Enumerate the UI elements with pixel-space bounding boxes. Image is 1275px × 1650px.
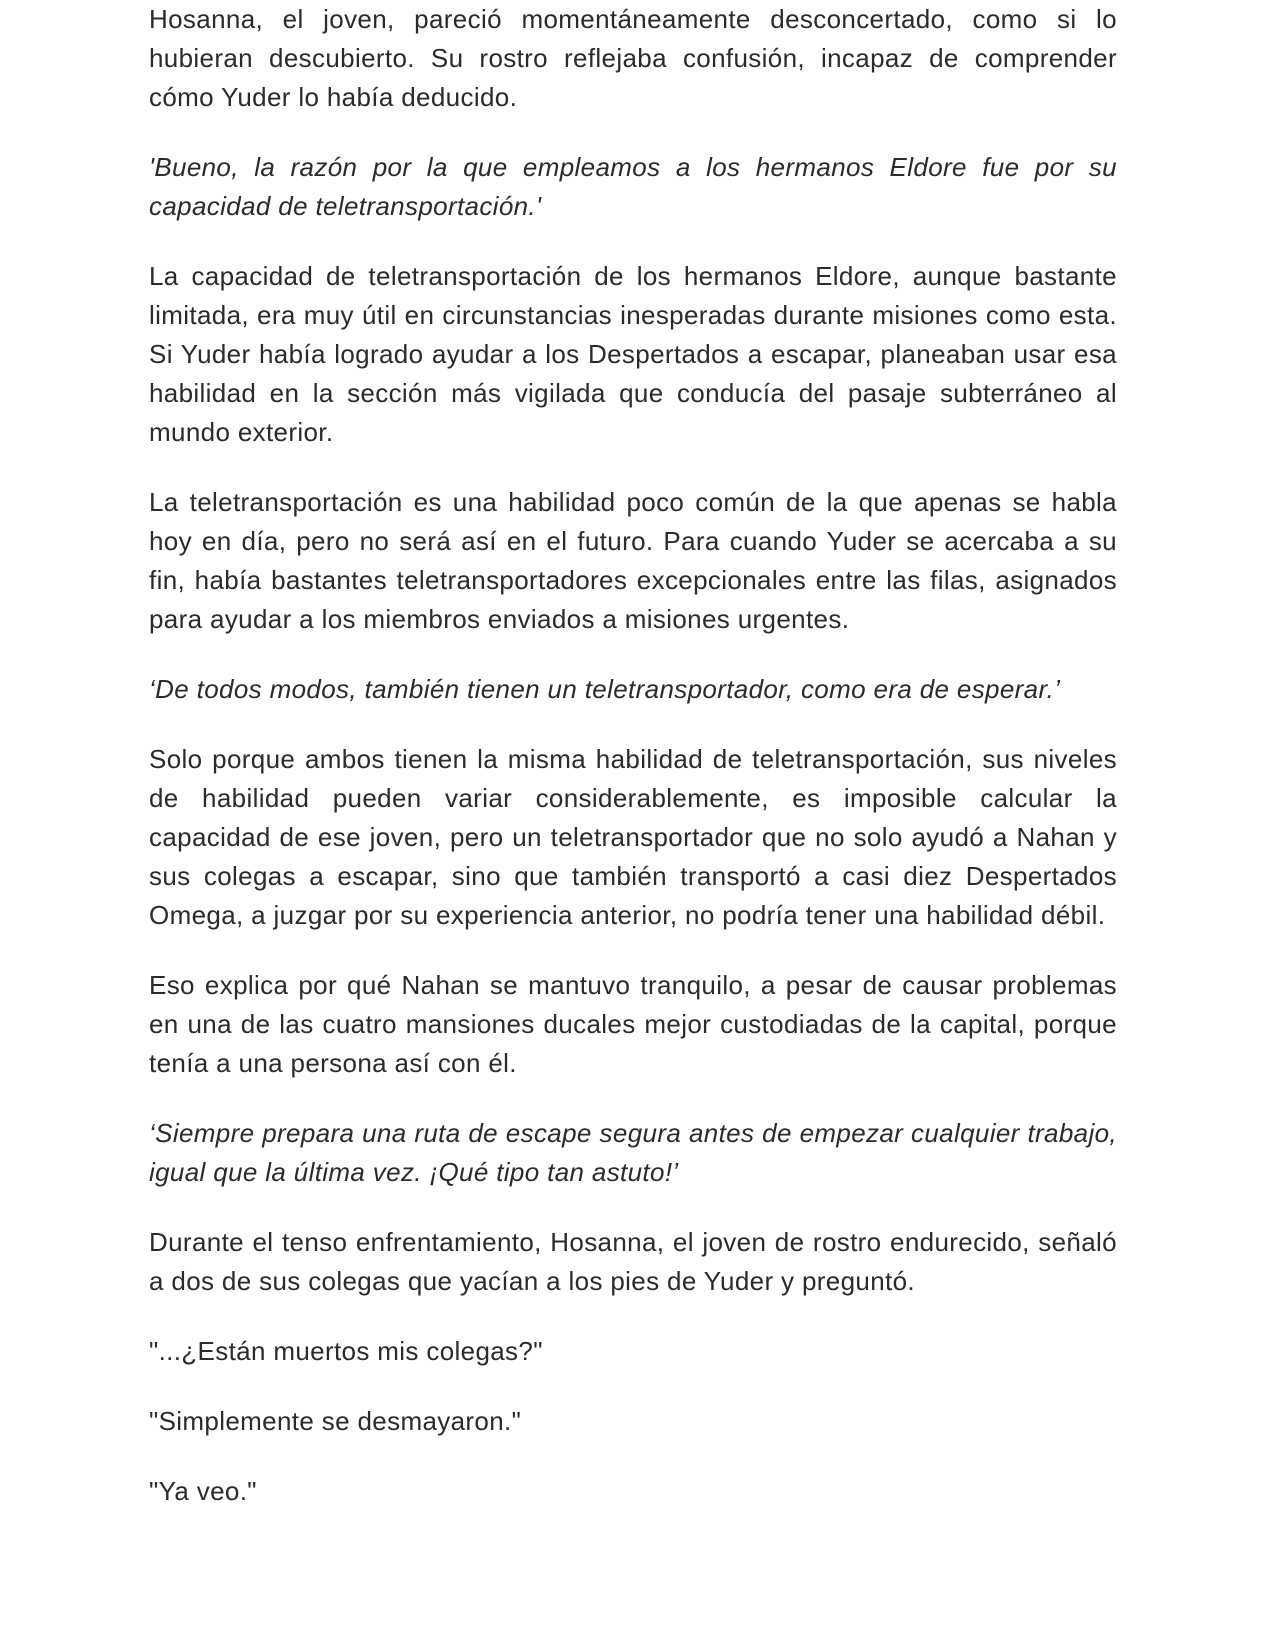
paragraph: La teletransportación es una habilidad poco común de la que apenas se habla hoy en día, pero no será así en el futuro. Para cuando Yuder se acercaba a su fin, había bastantes teletransportadores excepcionales entre las filas, asignados para ayudar a los miembros enviados a misiones urgentes. bbox=[149, 487, 1117, 634]
paragraph-dialogue: "Ya veo." bbox=[149, 1476, 257, 1506]
paragraph: Eso explica por qué Nahan se mantuvo tranquilo, a pesar de causar problemas en una de las cuatro mansiones ducales mejor custodiadas de la capital, porque tenía a una persona así con él. bbox=[149, 970, 1117, 1078]
document-page bbox=[149, 0, 1117, 1542]
paragraph-dialogue: "...¿Están muertos mis colegas?" bbox=[149, 1336, 543, 1366]
paragraph: La capacidad de teletransportación de los hermanos Eldore, aunque bastante limitada, era muy útil en circunstancias inesperadas durante misiones como esta. Si Yuder había logrado ayudar a los Despertados a escapar, planeaban usar esa habilidad en la sección más vigilada que conducía del pasaje subterráneo al mundo exterior. bbox=[149, 261, 1117, 447]
paragraph: Solo porque ambos tienen la misma habilidad de teletransportación, sus niveles de habilidad pueden variar considerablemente, es imposible calcular la capacidad de ese joven, pero un teletransportador que no solo ayudó a Nahan y sus colegas a escapar, sino que también transportó a casi diez Despertados Omega, a juzgar por su experiencia anterior, no podría tener una habilidad débil. bbox=[149, 744, 1117, 930]
paragraph-dialogue: "Simplemente se desmayaron." bbox=[149, 1406, 522, 1436]
paragraph-thought: 'Bueno, la razón por la que empleamos a los hermanos Eldore fue por su capacidad de teletransportación.' bbox=[149, 152, 1117, 221]
paragraph: Hosanna, el joven, pareció momentáneamente desconcertado, como si lo hubieran descubierto. Su rostro reflejaba confusión, incapaz de comprender cómo Yuder lo había deducido. bbox=[149, 4, 1117, 112]
paragraph-thought: ‘Siempre prepara una ruta de escape segura antes de empezar cualquier trabajo, igual que la última vez. ¡Qué tipo tan astuto!’ bbox=[149, 1118, 1117, 1187]
paragraph: Durante el tenso enfrentamiento, Hosanna, el joven de rostro endurecido, señaló a dos de sus colegas que yacían a los pies de Yuder y preguntó. bbox=[149, 1227, 1117, 1296]
paragraph-thought: ‘De todos modos, también tienen un teletransportador, como era de esperar.’ bbox=[149, 674, 1061, 704]
